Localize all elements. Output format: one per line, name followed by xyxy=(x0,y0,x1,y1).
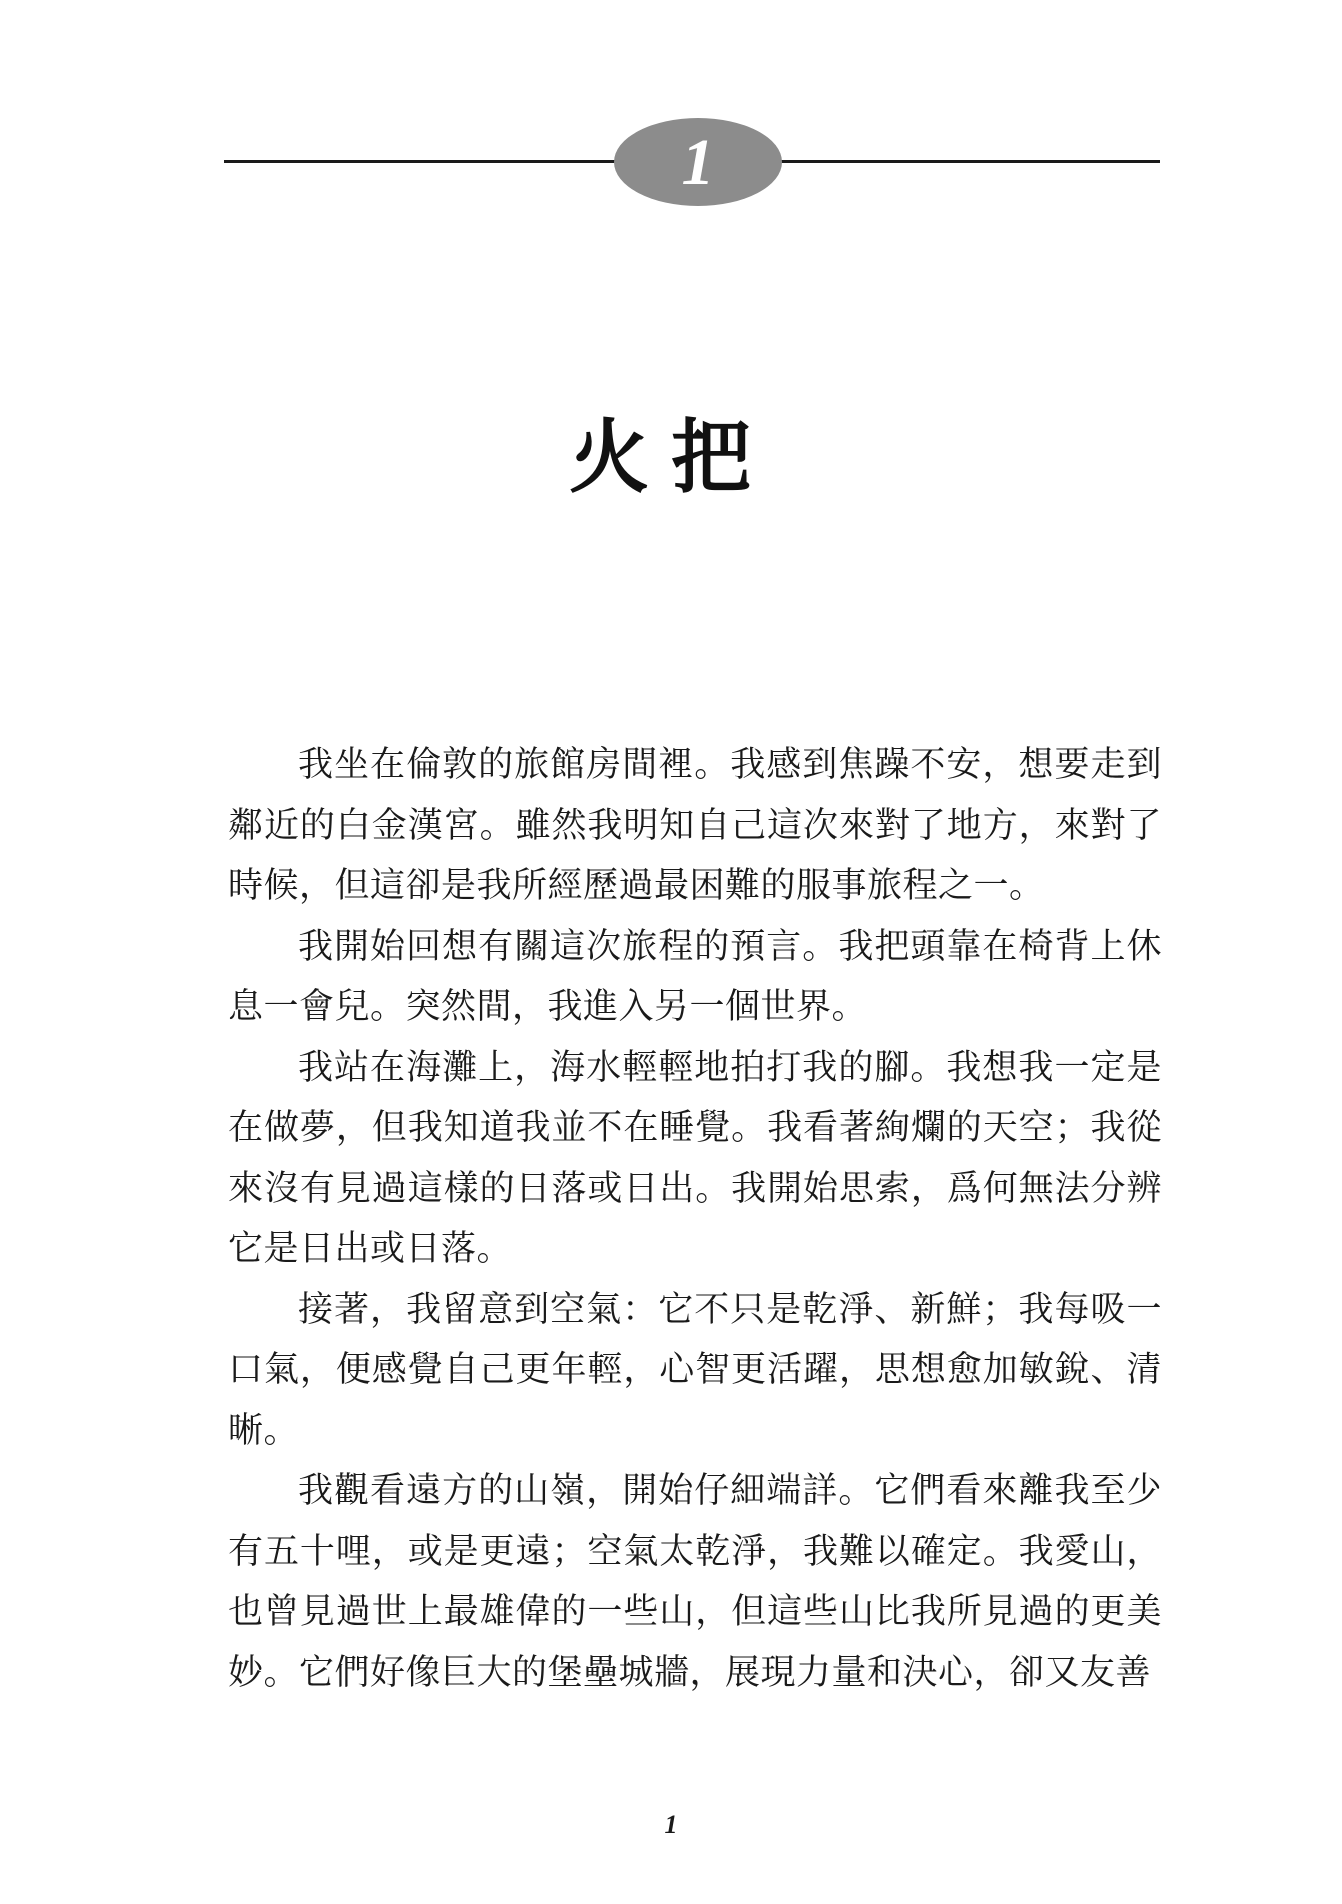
header-rule-right xyxy=(778,160,1160,163)
paragraph: 我開始回想有關這次旅程的預言。我把頭靠在椅背上休息一會兒。突然間，我進入另一個世界。 xyxy=(228,926,1162,1027)
chapter-number: 1 xyxy=(681,126,715,199)
header-rule-left xyxy=(224,160,624,163)
paragraph: 我坐在倫敦的旅館房間裡。我感到焦躁不安，想要走到鄰近的白金漢宮。雖然我明知自己這次來對了地方，來對了時候，但這卻是我所經歷過最困難的服事旅程之一。 xyxy=(228,745,1162,906)
chapter-badge xyxy=(614,118,782,206)
paragraph: 我觀看遠方的山嶺，開始仔細端詳。它們看來離我至少有五十哩，或是更遠；空氣太乾淨，我難以確定。我愛山，也曾見過世上最雄偉的一些山，但這些山比我所見過的更美妙。它們好像巨大的堡壘城牆，展現力量和決心，卻又友善 xyxy=(228,1471,1162,1693)
paragraph: 接著，我留意到空氣：它不只是乾淨、新鮮；我每吸一口氣，便感覺自己更年輕，心智更活躍，思想愈加敏銳、清晰。 xyxy=(228,1289,1162,1451)
body-text xyxy=(228,735,1162,1703)
paragraph: 我站在海灘上，海水輕輕地拍打我的腳。我想我一定是在做夢，但我知道我並不在睡覺。我看著絢爛的天空；我從來沒有見過這樣的日落或日出。我開始思索，爲何無法分辨它是日出或日落。 xyxy=(228,1047,1162,1269)
page-number: 1 xyxy=(664,1810,678,1839)
chapter-header xyxy=(224,118,1160,206)
chapter-title: 火把 xyxy=(569,411,773,504)
